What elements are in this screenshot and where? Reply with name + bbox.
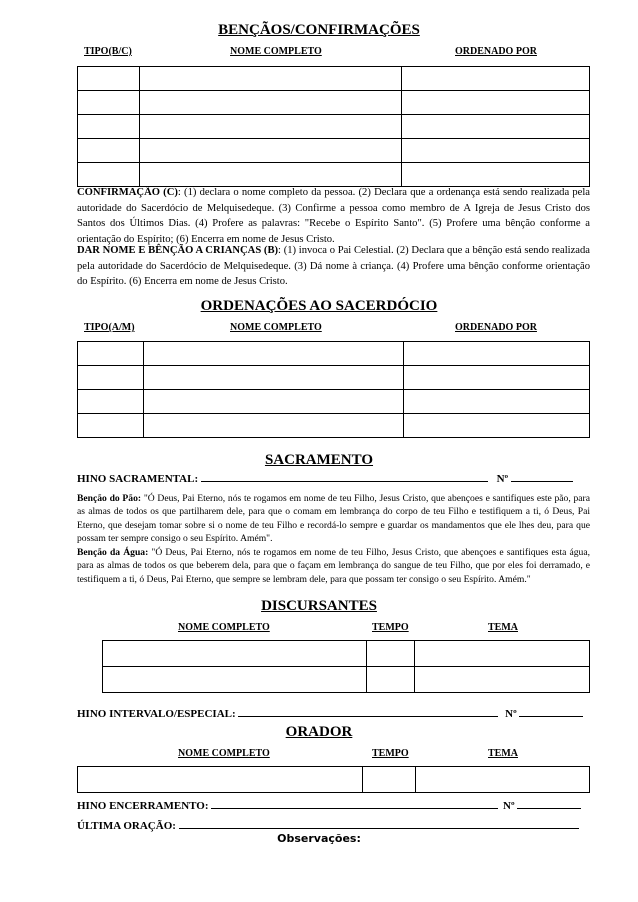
table-row bbox=[78, 366, 590, 390]
table-row bbox=[78, 163, 590, 187]
hino-intervalo-row bbox=[77, 707, 583, 720]
ordenado-cell[interactable] bbox=[404, 390, 590, 414]
nome-cell[interactable] bbox=[78, 767, 363, 793]
table-row bbox=[78, 414, 590, 438]
hino-sacramental-field[interactable] bbox=[201, 472, 488, 482]
tempo-cell[interactable] bbox=[367, 667, 415, 693]
nome-cell[interactable] bbox=[144, 342, 404, 366]
table-row bbox=[78, 342, 590, 366]
hino-sacramental-numero-field[interactable] bbox=[511, 472, 573, 482]
ordenado-cell[interactable] bbox=[402, 91, 590, 115]
bencaos-table bbox=[77, 66, 590, 187]
dar-nome-text: : (1) invoca o Pai Celestial. (2) Declara que a bênção está sendo realizada pela autoridade do Sacerdócio de Melquisedeque. (3) Dá nome à criança. (4) Profere uma bênção conforme orientação do Espírito. (6) Encerra em nome de Jesus Cristo. bbox=[77, 245, 590, 287]
tema-cell[interactable] bbox=[415, 641, 590, 667]
agua-label: Benção da Água: bbox=[77, 547, 149, 558]
hino-sacramental-numero-label: Nº bbox=[496, 473, 509, 485]
confirmacao-text: : (1) declara o nome completo da pessoa. (2) Declara que a ordenança está sendo realizada pela autoridade do Sacerdócio de Melquisedeque. (3) Confirme a pessoa como membro de A Igreja de Jesus Cristo dos Santos dos Últimos Dias. (4) Profere as palavras: "Recebe o Espírito Santo". (5) Profere uma bênção conforme a orientação do Espírito; (6) Encerra em nome de Jesus Cristo. bbox=[77, 187, 590, 245]
sacramento-title: SACRAMENTO bbox=[264, 452, 374, 468]
nome-cell[interactable] bbox=[140, 139, 402, 163]
hino-intervalo-numero-field[interactable] bbox=[519, 707, 583, 717]
agua-text: "Ó Deus, Pai Eterno, nós te rogamos em nome de teu Filho, Jesus Cristo, que abençoes e santifiques esta água, para as almas de todos os que beberem dela, para que o façam em lembrança do sangue de teu Filho, que por eles foi derramado, e testifiquem a ti, ó Deus, Pai Eterno, que sempre se lembram dele, para que possam ter consigo o seu Espírito. Amém." bbox=[77, 547, 590, 585]
bencaos-col-ordenado: ORDENADO POR bbox=[455, 46, 537, 57]
table-row bbox=[78, 91, 590, 115]
hino-encerramento-label: HINO ENCERRAMENTO: bbox=[77, 800, 209, 812]
ultima-oracao-field[interactable] bbox=[179, 819, 579, 829]
discursantes-col-tempo: TEMPO bbox=[372, 622, 409, 633]
hino-intervalo-field[interactable] bbox=[238, 707, 498, 717]
table-row bbox=[78, 115, 590, 139]
tipo-cell[interactable] bbox=[78, 163, 140, 187]
tipo-cell[interactable] bbox=[78, 366, 144, 390]
ordenacoes-col-ordenado: ORDENADO POR bbox=[455, 322, 537, 333]
ordenado-cell[interactable] bbox=[404, 342, 590, 366]
hino-intervalo-numero-label: Nº bbox=[505, 708, 517, 720]
tipo-cell[interactable] bbox=[78, 91, 140, 115]
table-row bbox=[103, 667, 590, 693]
tempo-cell[interactable] bbox=[367, 641, 415, 667]
nome-cell[interactable] bbox=[103, 641, 367, 667]
orador-col-nome: NOME COMPLETO bbox=[178, 748, 270, 759]
tipo-cell[interactable] bbox=[78, 67, 140, 91]
hino-encerramento-numero-label: Nº bbox=[503, 800, 515, 812]
tema-cell[interactable] bbox=[415, 667, 590, 693]
hino-sacramental-row bbox=[77, 472, 573, 485]
ordenado-cell[interactable] bbox=[404, 414, 590, 438]
tempo-cell[interactable] bbox=[363, 767, 416, 793]
ultima-oracao-label: ÚLTIMA ORAÇÃO: bbox=[77, 820, 176, 832]
bencaos-title: BENÇÃOS/CONFIRMAÇÕES bbox=[218, 22, 420, 38]
tipo-cell[interactable] bbox=[78, 139, 140, 163]
hino-intervalo-label: HINO INTERVALO/ESPECIAL: bbox=[77, 708, 236, 720]
nome-cell[interactable] bbox=[140, 67, 402, 91]
orador-col-tempo: TEMPO bbox=[372, 748, 409, 759]
pao-label: Benção do Pão: bbox=[77, 493, 142, 504]
ordenado-cell[interactable] bbox=[402, 139, 590, 163]
hino-encerramento-numero-field[interactable] bbox=[517, 799, 581, 809]
table-row bbox=[103, 641, 590, 667]
tipo-cell[interactable] bbox=[78, 342, 144, 366]
discursantes-table bbox=[102, 640, 590, 693]
confirmacao-paragraph bbox=[77, 185, 590, 247]
bencao-pao-paragraph bbox=[77, 492, 590, 545]
nome-cell[interactable] bbox=[103, 667, 367, 693]
confirmacao-label: CONFIRMAÇÃO (C) bbox=[77, 187, 178, 198]
orador-col-tema: TEMA bbox=[488, 748, 518, 759]
nome-cell[interactable] bbox=[140, 115, 402, 139]
bencaos-col-tipo: TIPO(B/C) bbox=[84, 46, 132, 57]
ordenado-cell[interactable] bbox=[404, 366, 590, 390]
ordenacoes-table bbox=[77, 341, 590, 438]
table-row bbox=[78, 139, 590, 163]
ordenacoes-title: ORDENAÇÕES AO SACERDÓCIO bbox=[200, 298, 438, 314]
ordenacoes-col-tipo: TIPO(A/M) bbox=[84, 322, 135, 333]
tema-cell[interactable] bbox=[416, 767, 590, 793]
hino-encerramento-row bbox=[77, 799, 581, 812]
table-row bbox=[78, 390, 590, 414]
observacoes-label: Observações: bbox=[277, 832, 361, 845]
tipo-cell[interactable] bbox=[78, 390, 144, 414]
orador-table bbox=[77, 766, 590, 793]
discursantes-title: DISCURSANTES bbox=[261, 598, 377, 614]
ordenacoes-col-nome: NOME COMPLETO bbox=[230, 322, 322, 333]
ordenado-cell[interactable] bbox=[402, 67, 590, 91]
ordenado-cell[interactable] bbox=[402, 115, 590, 139]
nome-cell[interactable] bbox=[144, 366, 404, 390]
pao-text: "Ó Deus, Pai Eterno, nós te rogamos em nome de teu Filho, Jesus Cristo, que abençoes e santifiques este pão, para as almas de todos os que partilharem dele, para que o comam em lembrança do corpo de teu Filho e testifiquem a ti, ó Deus, Pai Eterno, que desejam tomar sobre si o nome de teu Filho e recordá-lo sempre e guardar os mandamentos que ele lhes deu, para que possam ter sempre consigo o seu Espírito. Amém". bbox=[77, 493, 590, 544]
table-row bbox=[78, 767, 590, 793]
nome-cell[interactable] bbox=[144, 390, 404, 414]
bencaos-col-nome: NOME COMPLETO bbox=[230, 46, 322, 57]
hino-sacramental-label: HINO SACRAMENTAL: bbox=[77, 473, 199, 485]
ultima-oracao-row bbox=[77, 819, 579, 832]
discursantes-col-tema: TEMA bbox=[488, 622, 518, 633]
tipo-cell[interactable] bbox=[78, 115, 140, 139]
bencao-agua-paragraph bbox=[77, 546, 590, 586]
dar-nome-paragraph bbox=[77, 243, 590, 290]
table-row bbox=[78, 67, 590, 91]
nome-cell[interactable] bbox=[140, 91, 402, 115]
nome-cell[interactable] bbox=[144, 414, 404, 438]
discursantes-col-nome: NOME COMPLETO bbox=[178, 622, 270, 633]
hino-encerramento-field[interactable] bbox=[211, 799, 498, 809]
nome-cell[interactable] bbox=[140, 163, 402, 187]
orador-title: ORADOR bbox=[285, 724, 353, 740]
tipo-cell[interactable] bbox=[78, 414, 144, 438]
dar-nome-label: DAR NOME E BÊNÇÃO A CRIANÇAS (B) bbox=[77, 245, 279, 256]
ordenado-cell[interactable] bbox=[402, 163, 590, 187]
